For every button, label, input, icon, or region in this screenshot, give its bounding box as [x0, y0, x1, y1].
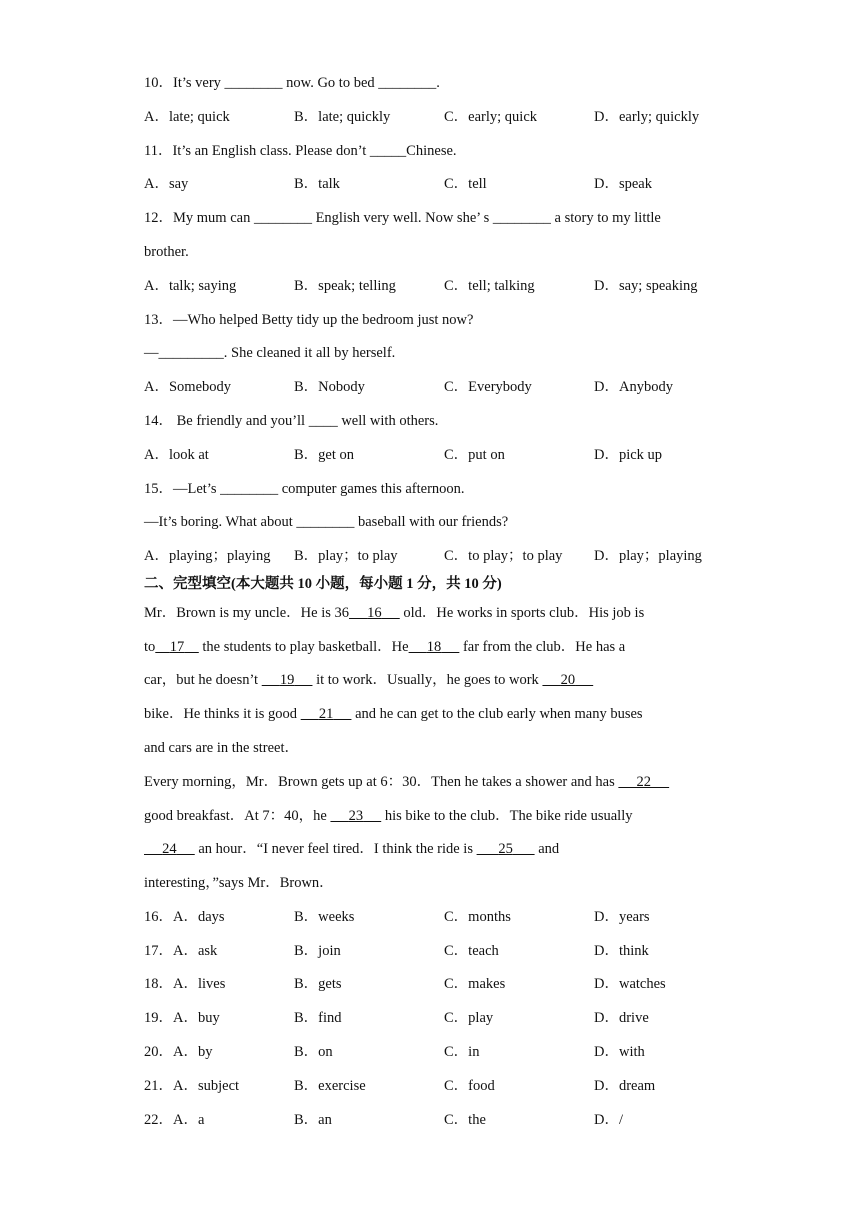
blank-19: 19: [279, 672, 295, 688]
cloze-21: 21．A．subject: [144, 1078, 240, 1094]
q11-option-c: C．tell: [444, 176, 487, 192]
cloze-19-option-c: C．play: [444, 1010, 494, 1026]
passage-line-6: Every morning，Mr．Brown gets up at 6：30．Then he takes a shower and has 22: [144, 774, 651, 790]
passage-line-5: and cars are in the street．: [144, 740, 299, 756]
question-15-stem: 15．—Let’s ________ computer games this afternoon.: [144, 481, 465, 497]
section-2-title: 二、完型填空(本大题共 10 小题，每小题 1 分，共 10 分): [144, 576, 502, 592]
cloze-19-option-b: B．find: [294, 1010, 342, 1026]
passage-line-2: to 17 the students to play basketball．He 18 far from the club．He has a: [144, 639, 626, 655]
cloze-18-option-d: D．watches: [594, 976, 666, 992]
cloze-20-option-c: C．in: [444, 1044, 480, 1060]
question-13-stem-cont: —_________. She cleaned it all by herself.: [144, 345, 396, 361]
blank-22: 22: [636, 774, 651, 790]
cloze-18: 18．A．lives: [144, 976, 226, 992]
cloze-17-option-b: B．join: [294, 943, 341, 959]
passage-line-7: good breakfast．At 7：40，he 23 his bike to the club．The bike ride usually: [144, 808, 633, 824]
cloze-17: 17．A．ask: [144, 943, 218, 959]
cloze-22: 22．A．a: [144, 1112, 205, 1128]
q10-option-d: D．early; quickly: [594, 109, 700, 125]
passage-line-1: Mr．Brown is my uncle．He is 36 16 old．He works in sports club．His job is: [144, 605, 645, 621]
q12-option-c: C．tell; talking: [444, 278, 535, 294]
q14-option-a: A．look at: [144, 447, 209, 463]
blank-16: 16: [367, 605, 382, 621]
blank-20: 20: [560, 672, 576, 688]
cloze-19: 19．A．buy: [144, 1010, 220, 1026]
q11-option-d: D．speak: [594, 176, 652, 192]
q12-option-d: D．say; speaking: [594, 278, 698, 294]
cloze-22-option-b: B．an: [294, 1112, 332, 1128]
cloze-18-option-c: C．makes: [444, 976, 506, 992]
blank-24: 24: [162, 841, 177, 857]
q11-option-a: A．say: [144, 176, 189, 192]
cloze-21-option-d: D．dream: [594, 1078, 656, 1094]
cloze-16-option-c: C．months: [444, 909, 511, 925]
question-10-stem: 10．It’s very ________ now. Go to bed ________.: [144, 75, 440, 91]
question-11-stem: 11．It’s an English class. Please don’t _____Chinese.: [144, 143, 457, 159]
cloze-22-option-d: D．/: [594, 1112, 623, 1128]
q12-option-a: A．talk; saying: [144, 278, 237, 294]
q10-option-a: A．late; quick: [144, 109, 230, 125]
q14-option-c: C．put on: [444, 447, 505, 463]
cloze-16-option-b: B．weeks: [294, 909, 355, 925]
q13-option-c: C．Everybody: [444, 379, 532, 395]
passage-line-3: car，but he doesn’t 19 it to work．Usually，he goes to work 20: [144, 672, 576, 688]
question-15-stem-cont: —It’s boring. What about ________ baseball with our friends?: [144, 514, 509, 530]
q12-option-b: B．speak; telling: [294, 278, 396, 294]
cloze-20-option-b: B．on: [294, 1044, 333, 1060]
question-14-stem: 14． Be friendly and you’ll ____ well with others.: [144, 413, 439, 429]
cloze-20: 20．A．by: [144, 1044, 213, 1060]
cloze-18-option-b: B．gets: [294, 976, 342, 992]
passage-line-8: 24 an hour．“I never feel tired．I think the ride is 25 and: [162, 841, 560, 857]
blank-21: 21: [318, 706, 334, 722]
cloze-22-option-c: C．the: [444, 1112, 486, 1128]
question-12-stem-cont: brother.: [144, 244, 189, 260]
cloze-19-option-d: D．drive: [594, 1010, 649, 1026]
q13-option-d: D．Anybody: [594, 379, 673, 395]
q15-option-a: A．playing；playing: [144, 548, 271, 564]
q13-option-b: B．Nobody: [294, 379, 365, 395]
q15-option-c: C．to play；to play: [444, 548, 563, 564]
q14-option-b: B．get on: [294, 447, 355, 463]
cloze-20-option-d: D．with: [594, 1044, 645, 1060]
q15-option-b: B．play；to play: [294, 548, 398, 564]
cloze-17-option-d: D．think: [594, 943, 649, 959]
cloze-21-option-b: B．exercise: [294, 1078, 366, 1094]
q11-option-b: B．talk: [294, 176, 340, 192]
cloze-16: 16．A．days: [144, 909, 225, 925]
blank-23: 23: [348, 808, 364, 824]
question-13-stem: 13．—Who helped Betty tidy up the bedroom just now?: [144, 312, 474, 328]
q14-option-d: D．pick up: [594, 447, 663, 463]
blank-17: 17: [169, 639, 185, 655]
blank-25: 25: [498, 841, 513, 857]
cloze-21-option-c: C．food: [444, 1078, 495, 1094]
q15-option-d: D．play；playing: [594, 548, 702, 564]
blank-18: 18: [426, 639, 442, 655]
q10-option-c: C．early; quick: [444, 109, 538, 125]
question-12-stem: 12．My mum can ________ English very well. Now she’ s ________ a story to my little: [144, 210, 661, 226]
cloze-17-option-c: C．teach: [444, 943, 499, 959]
passage-line-9: interesting，”says Mr．Brown．: [144, 875, 334, 891]
cloze-16-option-d: D．years: [594, 909, 650, 925]
q10-option-b: B．late; quickly: [294, 109, 391, 125]
q13-option-a: A．Somebody: [144, 379, 231, 395]
passage-line-4: bike．He thinks it is good 21 and he can get to the club early when many buses: [144, 706, 643, 722]
